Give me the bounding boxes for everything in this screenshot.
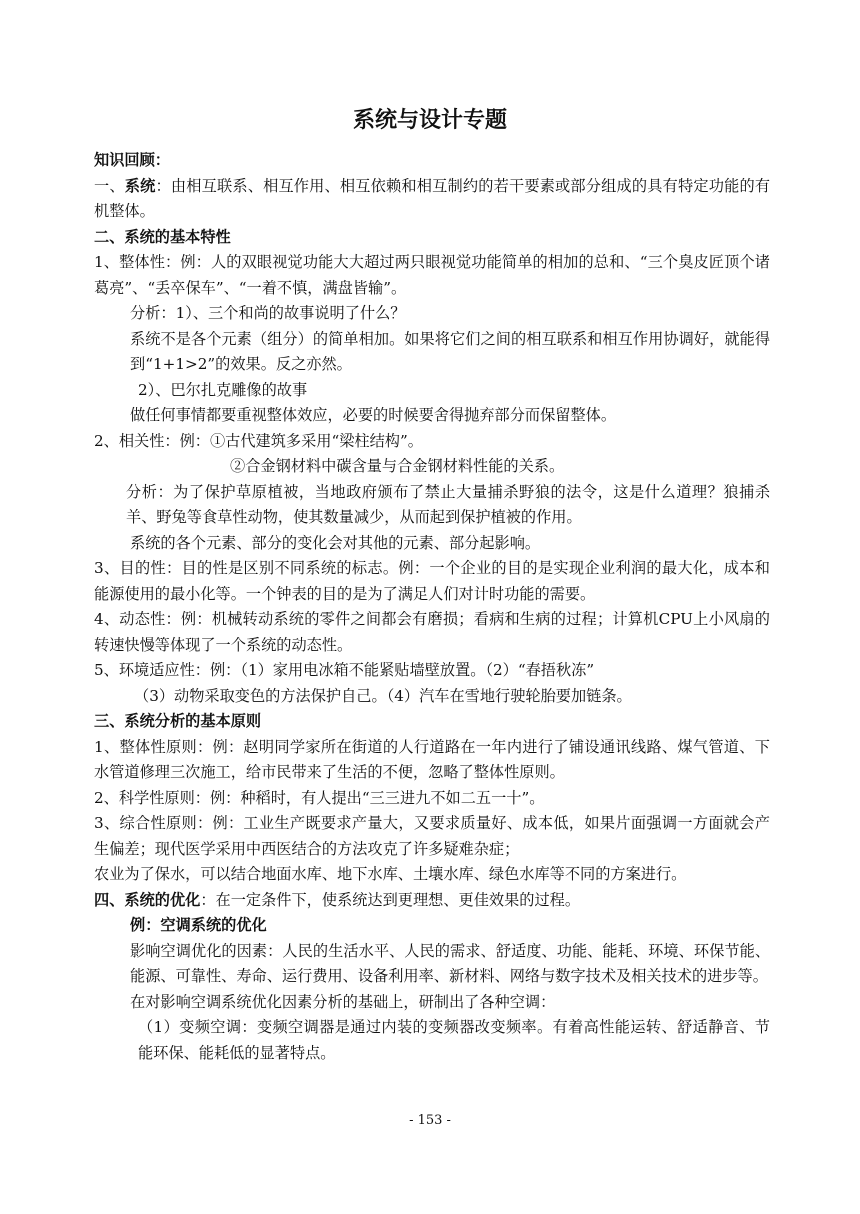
paragraph-adaptability: 5、环境适应性：例：（1）家用电冰箱不能紧贴墙壁放置。（2）“春捂秋冻”	[94, 661, 595, 679]
paragraph-principle-comprehensive: 3、综合性原则：例：工业生产既要求产量大，又要求质量好、成本低，如果片面强调一方面就会产生偏差；现代医学采用中西医结合的方法攻克了许多疑难杂症；	[94, 814, 770, 858]
paragraph-overall-effect: 做任何事情都要重视整体效应，必要的时候要舍得抛弃部分而保留整体。	[130, 406, 616, 424]
paragraph-principle-wholeness: 1、整体性原则：例：赵明同学家所在街道的人行道路在一年内进行了铺设通讯线路、煤气管道、下水管道修理三次施工，给市民带来了生活的不便，忽略了整体性原则。	[94, 737, 770, 781]
section-heading-optimization: 四、系统的优化	[94, 890, 201, 909]
paragraph-purposiveness: 3、目的性：目的性是区别不同系统的标志。例：一个企业的目的是实现企业利润的最大化，成本和能源使用的最小化等。一个钟表的目的是为了满足人们对计时功能的需要。	[94, 559, 770, 603]
section-heading-review: 知识回顾：	[94, 151, 170, 169]
paragraph-ac-types: 在对影响空调系统优化因素分析的基础上，研制出了各种空调：	[130, 992, 556, 1011]
section-heading-characteristics: 二、系统的基本特性	[94, 227, 231, 246]
example-heading-ac: 例：空调系统的优化	[130, 916, 267, 934]
analysis-balzac: 2）、巴尔扎克雕像的故事	[138, 380, 308, 399]
paragraph-optimization	[94, 888, 770, 914]
document-body	[94, 148, 770, 1066]
paragraph-ac-factors: 影响空调优化的因素：人民的生活水平、人民的需求、舒适度、功能、能耗、环境、环保节能、能源、可靠性、寿命、运行费用、设备利用率、新材料、网络与数字技术及相关技术的进步等。	[130, 941, 770, 985]
paragraph-system-not-sum: 系统不是各个元素（组分）的简单相加。如果将它们之间的相互联系和相互作用协调好，就能得到“1+1>2”的效果。反之亦然。	[130, 329, 770, 373]
paragraph-relevance-example-2: ②合金钢材料中碳含量与合金钢材料性能的关系。	[230, 457, 565, 475]
definition-text: ：由相互联系、相互作用、相互依赖和相互制约的若干要素或部分组成的具有特定功能的有机整体。	[94, 176, 771, 220]
paragraph-relevance: 2、相关性：例：①古代建筑多采用“梁柱结构”。	[94, 431, 423, 450]
list-marker: 一、	[94, 176, 125, 195]
paragraph-adaptability-cont: （3）动物采取变色的方法保护自己。（4）汽车在雪地行驶轮胎要加链条。	[134, 686, 632, 705]
paragraph-relevance-analysis: 分析：为了保护草原植被，当地政府颁布了禁止大量捕杀野狼的法令，这是什么道理？狼捕杀羊、野兔等食草性动物，使其数量减少，从而起到保护植被的作用。	[126, 482, 770, 526]
analysis-monks: 分析：1）、三个和尚的故事说明了什么？	[130, 304, 406, 322]
section-heading-principles: 三、系统分析的基本原则	[94, 712, 262, 730]
term-system: 系统	[124, 176, 156, 195]
page-title: 系统与设计专题	[352, 108, 507, 133]
paragraph-wholeness: 1、整体性：例：人的双眼视觉功能大大超过两只眼视觉功能简单的相加的总和、“三个臭皮匠顶个诸葛亮”、“丢卒保车”、“一着不慎，满盘皆输”。	[94, 253, 770, 297]
paragraph-element-influence: 系统的各个元素、部分的变化会对其他的元素、部分起影响。	[130, 533, 541, 552]
paragraph-principle-science: 2、科学性原则：例：种稻时，有人提出“三三进九不如二五一十”。	[94, 788, 545, 807]
paragraph-system-definition	[94, 174, 770, 225]
paragraph-dynamics: 4、动态性：例：机械转动系统的零件之间都会有磨损；看病和生病的过程；计算机CPU上小风扇的转速快慢等体现了一个系统的动态性。	[94, 610, 770, 654]
paragraph-inverter-ac: （1）变频空调：变频空调器是通过内装的变频器改变频率。有着高性能运转、舒适静音、节能环保、能耗低的显著特点。	[138, 1018, 770, 1062]
optimization-definition: ：在一定条件下，使系统达到更理想、更佳效果的过程。	[200, 890, 580, 909]
paragraph-agriculture: 农业为了保水，可以结合地面水库、地下水库、土壤水库、绿色水库等不同的方案进行。	[94, 865, 687, 883]
page-number: - 153 -	[409, 1113, 451, 1128]
